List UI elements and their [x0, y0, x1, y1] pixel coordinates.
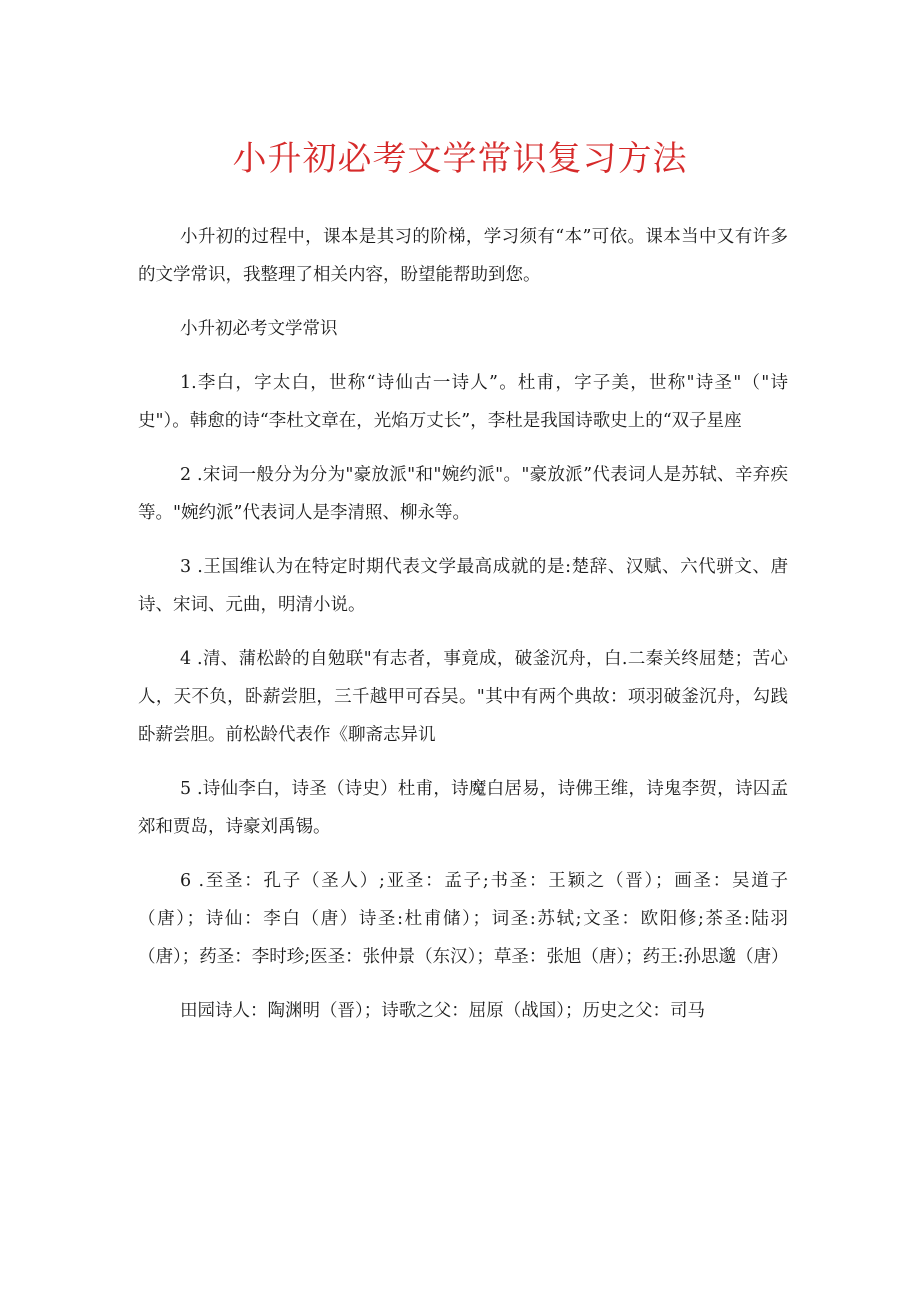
closing-paragraph: 田园诗人：陶渊明（晋）；诗歌之父：屈原（战国）；历史之父：司马 [180, 1001, 705, 1021]
section-heading: 小升初必考文学常识 [180, 319, 338, 339]
list-item-2: 2 .宋词一般分为分为"豪放派"和"婉约派"。"豪放派”代表词人是苏轼、辛弃疾等。"婉约派”代表词人是李清照、柳永等。 [138, 465, 788, 523]
document-title: 小升初必考文学常识复习方法 [232, 139, 688, 179]
list-item-1: 1.李白，字太白，世称“诗仙古一诗人”。杜甫，字子美，世称"诗圣"（"诗史"）。韩愈的诗“李杜文章在，光焰万丈长”，李杜是我国诗歌史上的“双子星座 [138, 373, 788, 431]
intro-paragraph: 小升初的过程中，课本是其习的阶梯，学习须有“本”可依。课本当中又有许多的文学常识，我整理了相关内容，盼望能帮助到您。 [138, 227, 788, 285]
list-item-4: 4 .清、蒲松龄的自勉联"有志者，事竟成，破釜沉舟，白.二秦关终屈楚；苦心人，天不负，卧薪尝胆，三千越甲可吞吴。"其中有两个典故：项羽破釜沉舟，勾践卧薪尝胆。前松龄代表作《聊斋志异讥 [138, 649, 788, 745]
list-item-6: 6 .至圣：孔子（圣人）;亚圣：孟子;书圣：王颖之（晋）；画圣：吴道子（唐）；诗仙：李白（唐）诗圣:杜甫储）；词圣:苏轼;文圣：欧阳修;茶圣:陆羽（唐）；药圣：李时珍;医圣：张仲景（东汉）；草圣：张旭（唐）；药王:孙思邈（唐） [138, 871, 789, 967]
document-body [138, 218, 788, 1046]
list-item-3: 3 .王国维认为在特定时期代表文学最高成就的是:楚辞、汉赋、六代骈文、唐诗、宋词、元曲，明清小说。 [138, 557, 788, 615]
list-item-5: 5 .诗仙李白，诗圣（诗史）杜甫，诗魔白居易，诗佛王维，诗鬼李贺，诗囚孟郊和贾岛，诗豪刘禹锡。 [138, 779, 788, 837]
